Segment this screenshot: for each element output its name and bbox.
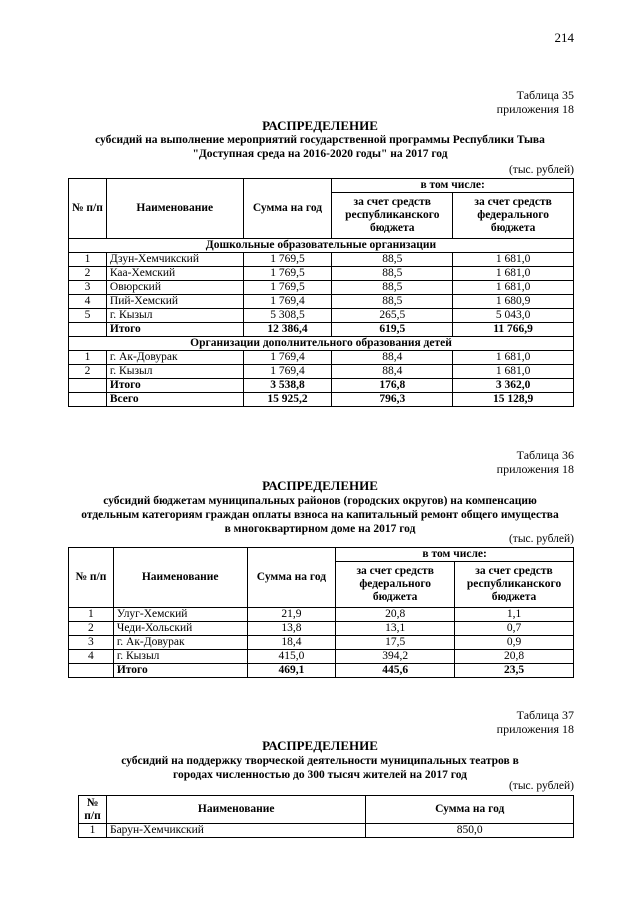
table-cell: 12 386,4: [243, 323, 332, 337]
table-cell: 1 681,0: [453, 351, 574, 365]
table35-units: (тыс. рублей): [508, 164, 574, 176]
table-cell: 1 769,5: [243, 267, 332, 281]
table-cell: 2: [69, 365, 107, 379]
table-cell: Итого: [106, 379, 243, 393]
table37-label: Таблица 37: [516, 708, 574, 722]
table-cell: Чеди-Хольский: [113, 622, 247, 636]
table-row: [69, 608, 574, 622]
section-title: Дошкольные образовательные организации: [69, 239, 574, 253]
table36: [68, 547, 574, 678]
table-cell: [69, 393, 107, 407]
header-name: Наименование: [113, 548, 247, 608]
table-cell: 3 538,8: [243, 379, 332, 393]
table-cell: 1 769,4: [243, 351, 332, 365]
table-cell: 0,9: [455, 636, 574, 650]
header-incl: в том числе:: [336, 548, 574, 562]
page-number: 214: [554, 30, 574, 45]
table-cell: 88,5: [332, 281, 453, 295]
section-row: [69, 239, 574, 253]
table-cell: 11 766,9: [453, 323, 574, 337]
table-cell: 1 769,5: [243, 253, 332, 267]
table37-title: РАСПРЕДЕЛЕНИЕ: [262, 738, 378, 753]
table-cell: 265,5: [332, 309, 453, 323]
table35-appendix: приложения 18: [496, 102, 574, 116]
grand-total-row: [69, 393, 574, 407]
table-cell: Дзун-Хемчикский: [106, 253, 243, 267]
table36-caption: [497, 448, 574, 476]
table-row: [69, 622, 574, 636]
section-row: [69, 337, 574, 351]
table-cell: [69, 323, 107, 337]
table-row: [69, 351, 574, 365]
table-cell: 394,2: [336, 650, 455, 664]
table-cell: Овюрский: [106, 281, 243, 295]
table-cell: 1: [69, 351, 107, 365]
table-cell: 88,5: [332, 295, 453, 309]
table-cell: г. Ак-Довурак: [106, 351, 243, 365]
table-row: [69, 636, 574, 650]
table-cell: Итого: [106, 323, 243, 337]
table-cell: 17,5: [336, 636, 455, 650]
table-cell: 1 769,4: [243, 295, 332, 309]
table35-caption: [497, 88, 574, 116]
table-cell: 1 769,5: [243, 281, 332, 295]
header-name: Наименование: [106, 179, 243, 239]
table36-subtitle: субсидий бюджетам муниципальных районов (городских округов) на компенсацию отдельным категориям граждан оплаты взноса на капитальный ремонт общего имущества в многоквартирном доме на 2017 год: [81, 495, 559, 535]
header-col2: за счет средств федерального бюджета: [453, 193, 574, 239]
table-cell: 5 308,5: [243, 309, 332, 323]
table-cell: 1 681,0: [453, 253, 574, 267]
table36-title: РАСПРЕДЕЛЕНИЕ: [262, 478, 378, 493]
table-cell: 88,4: [332, 365, 453, 379]
table-cell: 3: [69, 636, 114, 650]
table-cell: Каа-Хемский: [106, 267, 243, 281]
table-cell: 469,1: [247, 664, 336, 678]
table-row: [69, 267, 574, 281]
table35: [68, 178, 574, 407]
table-cell: г. Кызыл: [106, 309, 243, 323]
table37-caption: [497, 708, 574, 736]
table-cell: 2: [69, 622, 114, 636]
total-row: [69, 664, 574, 678]
table-cell: 415,0: [247, 650, 336, 664]
table-cell: 1: [69, 253, 107, 267]
table-cell: 5 043,0: [453, 309, 574, 323]
table-cell: 1: [79, 824, 107, 838]
table-cell: 4: [69, 295, 107, 309]
table-cell: г. Кызыл: [106, 365, 243, 379]
table-row: [69, 253, 574, 267]
table-cell: 1 681,0: [453, 281, 574, 295]
header-incl: в том числе:: [332, 179, 574, 193]
table-cell: 18,4: [247, 636, 336, 650]
table-cell: 850,0: [366, 824, 574, 838]
total-row: [69, 379, 574, 393]
table-cell: 3: [69, 281, 107, 295]
table-cell: 1: [69, 608, 114, 622]
table-cell: 619,5: [332, 323, 453, 337]
table-cell: г. Кызыл: [113, 650, 247, 664]
table-cell: 88,4: [332, 351, 453, 365]
table-cell: 0,7: [455, 622, 574, 636]
table-row: [69, 365, 574, 379]
table-cell: [69, 664, 114, 678]
table-row: [69, 295, 574, 309]
table37-appendix: приложения 18: [496, 722, 574, 736]
table-cell: 1 681,0: [453, 267, 574, 281]
table36-label: Таблица 36: [516, 448, 574, 462]
table-row: [79, 824, 574, 838]
header-col2: за счет средств республиканского бюджета: [455, 562, 574, 608]
table35-label: Таблица 35: [516, 88, 574, 102]
table36-appendix: приложения 18: [496, 462, 574, 476]
table-cell: Пий-Хемский: [106, 295, 243, 309]
table-cell: 21,9: [247, 608, 336, 622]
table-cell: 445,6: [336, 664, 455, 678]
table-cell: 88,5: [332, 253, 453, 267]
table-cell: 796,3: [332, 393, 453, 407]
table-cell: 23,5: [455, 664, 574, 678]
table-cell: 13,8: [247, 622, 336, 636]
table37-units: (тыс. рублей): [508, 780, 574, 792]
table-cell: [69, 379, 107, 393]
table-row: [69, 309, 574, 323]
header-sum: Сумма на год: [366, 796, 574, 824]
table-cell: 1 680,9: [453, 295, 574, 309]
table-cell: 2: [69, 267, 107, 281]
table37: [78, 795, 574, 838]
table-cell: Улуг-Хемский: [113, 608, 247, 622]
table-cell: 1 769,4: [243, 365, 332, 379]
header-name: Наименование: [106, 796, 365, 824]
header-num: № п/п: [69, 179, 107, 239]
table-row: [69, 650, 574, 664]
table-cell: 3 362,0: [453, 379, 574, 393]
table-cell: 15 128,9: [453, 393, 574, 407]
table37-subtitle: субсидий на поддержку творческой деятельности муниципальных театров в городах численностью до 300 тысяч жителей на 2017 год: [121, 755, 519, 781]
section-title: Организации дополнительного образования детей: [69, 337, 574, 351]
header-col1: за счет средств федерального бюджета: [336, 562, 455, 608]
header-sum: Сумма на год: [243, 179, 332, 239]
table35-title: РАСПРЕДЕЛЕНИЕ: [262, 118, 378, 133]
table-cell: 15 925,2: [243, 393, 332, 407]
table-cell: Итого: [113, 664, 247, 678]
table-cell: 88,5: [332, 267, 453, 281]
total-row: [69, 323, 574, 337]
table-cell: 176,8: [332, 379, 453, 393]
table-cell: Барун-Хемчикский: [106, 824, 365, 838]
header-col1: за счет средств республиканского бюджета: [332, 193, 453, 239]
table36-units: (тыс. рублей): [508, 533, 574, 545]
header-num: № п/п: [69, 548, 114, 608]
table-cell: 13,1: [336, 622, 455, 636]
header-sum: Сумма на год: [247, 548, 336, 608]
table-cell: 1 681,0: [453, 365, 574, 379]
table-cell: 20,8: [336, 608, 455, 622]
table-cell: Всего: [106, 393, 243, 407]
table-cell: 1,1: [455, 608, 574, 622]
header-num: № п/п: [79, 796, 107, 824]
table-cell: 5: [69, 309, 107, 323]
table-cell: 20,8: [455, 650, 574, 664]
table-cell: 4: [69, 650, 114, 664]
table-cell: г. Ак-Довурак: [113, 636, 247, 650]
table35-subtitle: субсидий на выполнение мероприятий государственной программы Республики Тыва "Доступная среда на 2016-2020 годы" на 2017 год: [95, 134, 545, 160]
table-row: [69, 281, 574, 295]
